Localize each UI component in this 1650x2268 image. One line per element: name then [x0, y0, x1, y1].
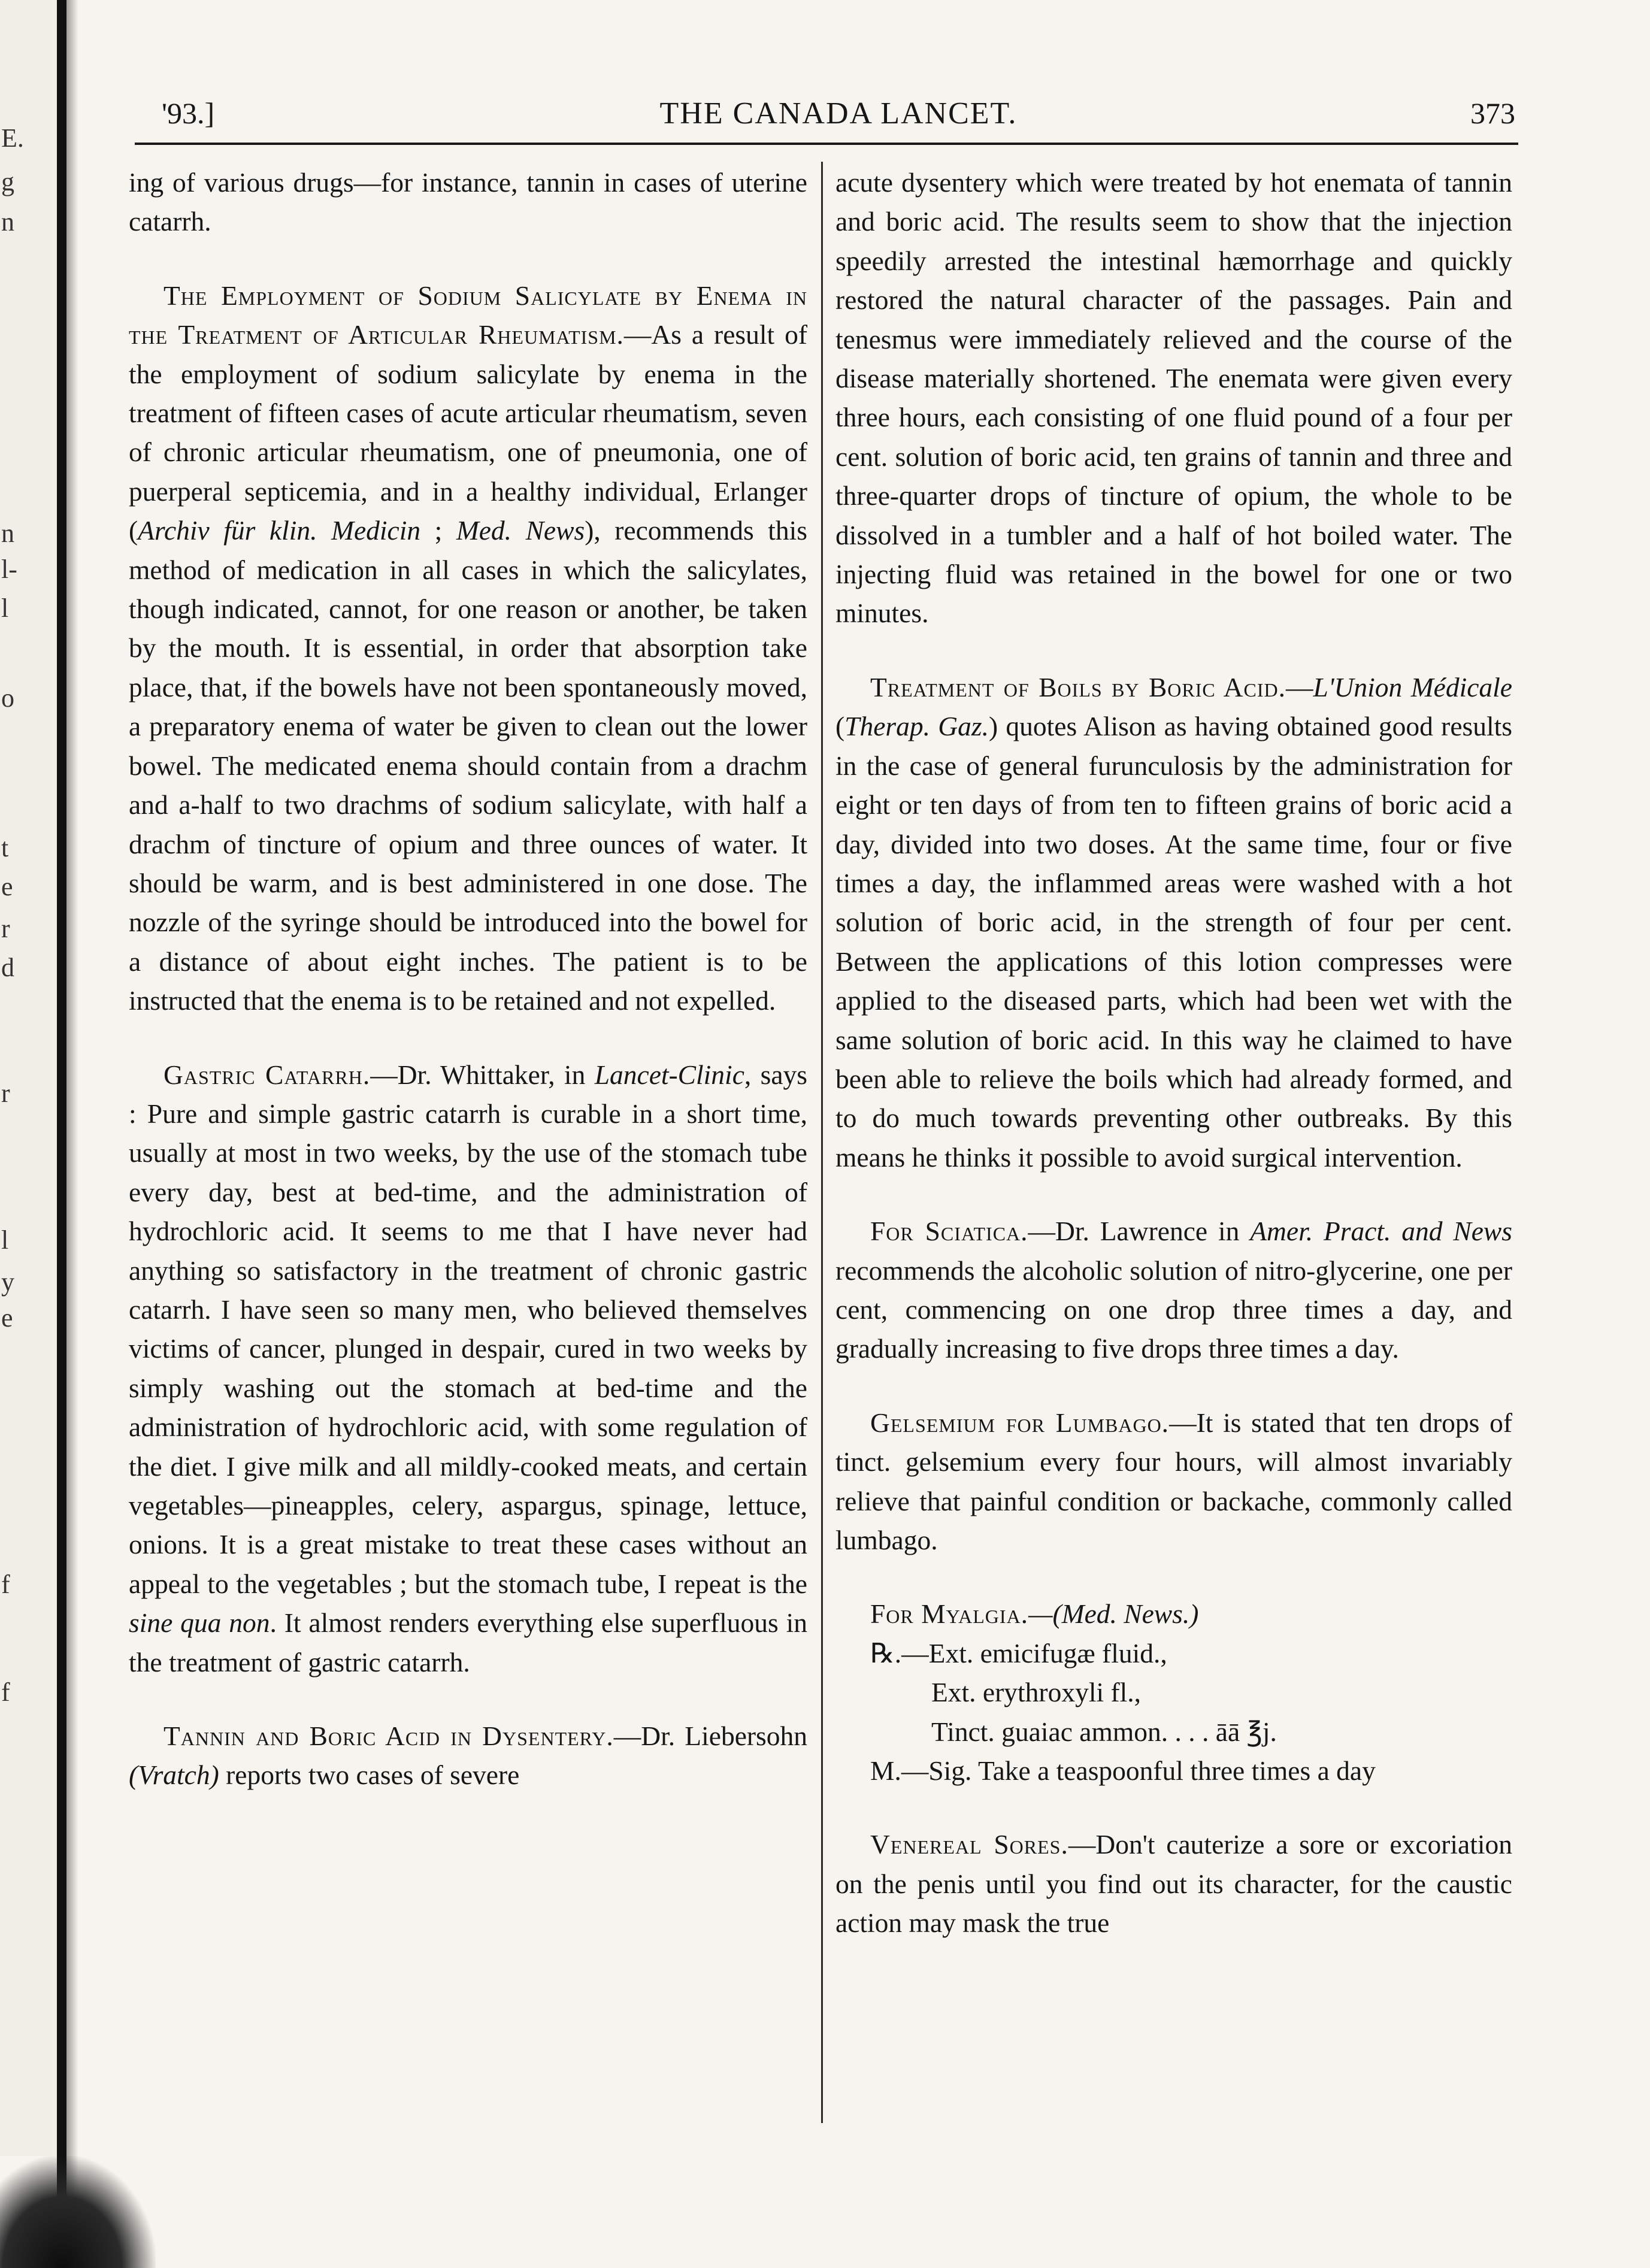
latin-phrase: sine qua non [129, 1607, 270, 1639]
article-text: — [1286, 671, 1313, 702]
margin-fragment: f [1, 1570, 10, 1599]
margin-fragment: y [1, 1267, 14, 1297]
left-column [129, 163, 807, 1795]
prescription-signa: M.—Sig. Take a teaspoonful three times a day [870, 1755, 1376, 1786]
margin-fragment: E. [1, 123, 24, 153]
article-text: ), recommends this method of medication in all cases in which the salicylates, though indicated, cannot, for one reason or another, be taken by the mouth. It is essential, in order that absorption take place, that, if the bowels have not been spontaneously moved, a preparatory enema of water be given to clean out the lower bowel. The medicated enema should contain from a drachm and a-half to two drachms of sodium salicylate, with half a drachm of tincture of opium and three ounces of water. It should be warm, and is best administered in one dose. The nozzle of the syringe should be introduced into the bowel for a distance of about eight inches. The patient is to be instructed that the enema is to be retained and not expelled. [129, 515, 807, 1016]
article-text: —Dr. Lawrence in [1028, 1216, 1251, 1247]
margin-fragment: r [1, 914, 10, 943]
source-citation: Therap. Gaz. [844, 711, 989, 742]
margin-fragment: d [1, 953, 14, 982]
margin-fragment: e [1, 1303, 13, 1333]
article-text: , says : Pure and simple gastric catarrh is curable in a short time, usually at most in two weeks, by the use of the stomach tube every day, best at bed-time, and the administration of hydrochloric acid. It seems to me that I have never had anything so satisfactory in the treatment of chronic gastric catarrh. I have seen so many men, who believed themselves victims of cancer, plunged in despair, cured in two weeks by simply washing out the stomach at bed-time and the administration of hydrochloric acid, with some regulation of the diet. I give milk and all mildly-cooked meats, and certain vegetables—pineapples, celery, aspargus, spinage, lettuce, onions. It is a great mistake to treat these cases without an appeal to the vegetables ; but the stomach tube, I repeat is the [129, 1059, 807, 1599]
article-text: reports two cases of severe [219, 1760, 520, 1791]
gutter-shadow [66, 0, 78, 2268]
margin-fragment: o [1, 683, 14, 713]
article-text: ) quotes Alison as having obtained good results in the case of general furunculosis by the administration for eight or ten days of from ten to fifteen grains of boric acid a day, divided into two doses. At the same time, four or five times a day, the inflammed areas were washed with a hot solution of boric acid, in the strength of four per cent. Between the applications of this lotion compresses were applied to the diseased parts, which had been wet with the same solution of boric acid. In this way he claimed to have been able to relieve the boils which had already formed, and to do much towards preventing other outbreaks. By this means he thinks it possible to avoid surgical intervention. [835, 711, 1512, 1173]
article-boils-boric [835, 668, 1512, 1177]
article-venereal-sores [835, 1825, 1512, 1942]
margin-fragment: e [1, 872, 13, 901]
article-sodium-salicylate [129, 276, 807, 1021]
margin-fragment: f [1, 1677, 10, 1707]
article-text: recommends the alcoholic solution of nitro-glycerine, one per cent, commencing on one drop three times a day, and gradually increasing to five drops three times a day. [835, 1255, 1512, 1364]
article-text: —As a result of the employment of sodium salicylate by enema in the treatment of fifteen cases of acute articular rheumatism, seven of chronic articular rheumatism, one of pneumonia, one of puerperal septicemia, and in a healthy individual, Erlanger ( [129, 319, 807, 546]
margin-fragment: r [1, 1079, 10, 1108]
source-citation: (Vratch) [129, 1760, 219, 1791]
margin-fragment: n [1, 519, 14, 548]
source-citation: Lancet-Clinic [594, 1059, 744, 1090]
journal-title: THE CANADA LANCET. [659, 96, 1018, 131]
article-text: —Dr. Liebersohn [613, 1721, 807, 1752]
prescription-line [835, 1712, 1512, 1751]
book-spine-shadow [57, 0, 66, 2268]
article-title: Gelsemium for Lumbago. [870, 1407, 1170, 1438]
article-tannin-boric [129, 1716, 807, 1795]
article-text: —Don't cauterize a sore or excoriation on the penis until you find out its character, for the caustic action may mask the true [835, 1829, 1513, 1939]
margin-fragment: l [1, 1225, 9, 1255]
prescription-heading [835, 1594, 1512, 1633]
margin-fragment: g [1, 167, 14, 196]
article-myalgia [835, 1594, 1512, 1790]
running-head [162, 96, 1515, 138]
article-text: —Dr. Whittaker, in [370, 1059, 595, 1090]
source-citation: Archiv für klin. Medicin [138, 515, 421, 546]
article-gastric-catarrh [129, 1055, 807, 1682]
page-fold-corner [0, 2156, 156, 2268]
article-title: Venereal Sores. [870, 1829, 1068, 1860]
article-title: Gastric Catarrh. [164, 1059, 371, 1090]
article-text: —It is stated that ten drops of tinct. gelsemium every four hours, will almost invariably relieve that painful condition or backache, commonly called lumbago. [835, 1407, 1512, 1555]
article-title: Treatment of Boils by Boric Acid. [870, 671, 1286, 702]
article-text: ( [835, 711, 845, 742]
margin-fragment: l [1, 594, 9, 623]
source-citation: Amer. Pract. and News [1250, 1216, 1512, 1247]
prescription-quantity: āā ℥j. [1215, 1716, 1277, 1747]
article-text: . It almost renders everything else superfluous in the treatment of gastric catarrh. [129, 1607, 807, 1677]
margin-fragment: t [1, 833, 9, 862]
source-citation: Med. News [456, 515, 585, 546]
column-rule [821, 162, 823, 2123]
page-number: 373 [1470, 96, 1515, 130]
header-rule [135, 143, 1518, 145]
article-text: ; [420, 515, 456, 546]
volume-year: '93.] [162, 96, 215, 130]
right-column [835, 163, 1512, 1943]
prescription-line: ℞.—Ext. emicifugæ fluid., [870, 1637, 1167, 1669]
leader-dots: . . . [1168, 1716, 1216, 1747]
article-title: Tannin and Boric Acid in Dysentery. [164, 1721, 614, 1752]
prescription-line: Ext. erythroxyli fl., [931, 1677, 1142, 1708]
margin-fragment: n [1, 207, 14, 237]
article-lumbago [835, 1403, 1512, 1560]
article-sciatica [835, 1212, 1512, 1368]
source-citation: —(Med. News.) [1028, 1598, 1199, 1630]
article-title: The Employment of Sodium Salicylate by Enema in the Treatment of Articular Rheumatism. [129, 280, 807, 350]
source-citation: L'Union Médicale [1313, 671, 1512, 702]
margin-fragment: l- [1, 555, 17, 584]
continuation-paragraph: acute dysentery which were treated by hot enemata of tannin and boric acid. The results seem to show that the injection speedily arrested the intestinal hæmorrhage and quickly restored the natural character of the passages. Pain and tenesmus were immediately relieved and the course of the disease materially shortened. The enemata were given every three hours, each consisting of one fluid pound of a four per cent. solution of boric acid, ten grains of tannin and three and three-quarter drops of tincture of opium, the whole to be dissolved in a tumbler and a half of hot boiled water. The injecting fluid was retained in the bowel for one or two minutes. [835, 167, 1512, 629]
continuation-paragraph: ing of various drugs—for instance, tannin in cases of uterine catarrh. [129, 167, 807, 237]
article-title: For Myalgia. [870, 1598, 1029, 1630]
prescription-ingredient: Tinct. guaiac ammon. [931, 1716, 1168, 1747]
article-title: For Sciatica. [870, 1216, 1028, 1247]
